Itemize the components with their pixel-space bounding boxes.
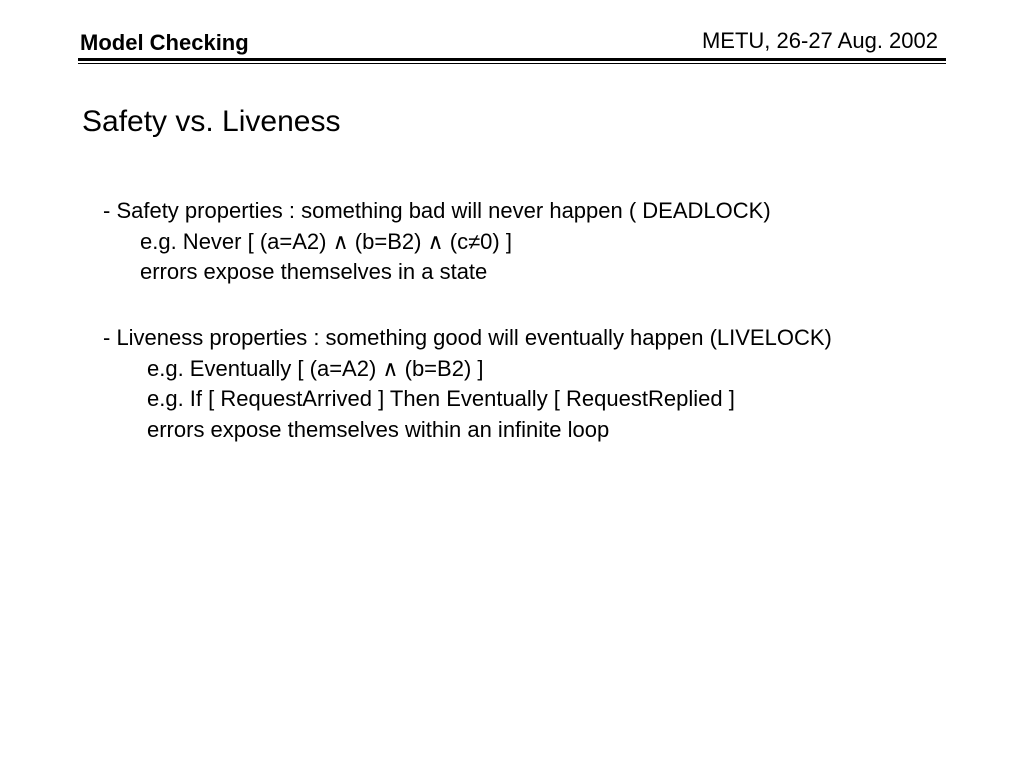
- slide-title: Safety vs. Liveness: [82, 105, 341, 138]
- liveness-example-1: e.g. Eventually [ (a=A2) ∧ (b=B2) ]: [147, 355, 484, 381]
- safety-example: e.g. Never [ (a=A2) ∧ (b=B2) ∧ (c≠0) ]: [140, 228, 512, 254]
- liveness-heading: - Liveness properties : something good will eventually happen (LIVELOCK): [103, 325, 832, 350]
- header-event-date: METU, 26-27 Aug. 2002: [701, 28, 938, 53]
- header-divider-thin: [78, 63, 946, 64]
- safety-section: [103, 196, 771, 288]
- header-course-title: Model Checking: [80, 30, 249, 55]
- safety-note: errors expose themselves in a state: [140, 259, 488, 284]
- liveness-note: errors expose themselves within an infinite loop: [147, 416, 610, 442]
- liveness-example-2: e.g. If [ RequestArrived ] Then Eventually [ RequestReplied ]: [147, 386, 735, 411]
- liveness-section: [103, 323, 832, 445]
- safety-heading: - Safety properties : something bad will never happen ( DEADLOCK): [103, 198, 771, 223]
- header-divider-thick: [78, 58, 946, 61]
